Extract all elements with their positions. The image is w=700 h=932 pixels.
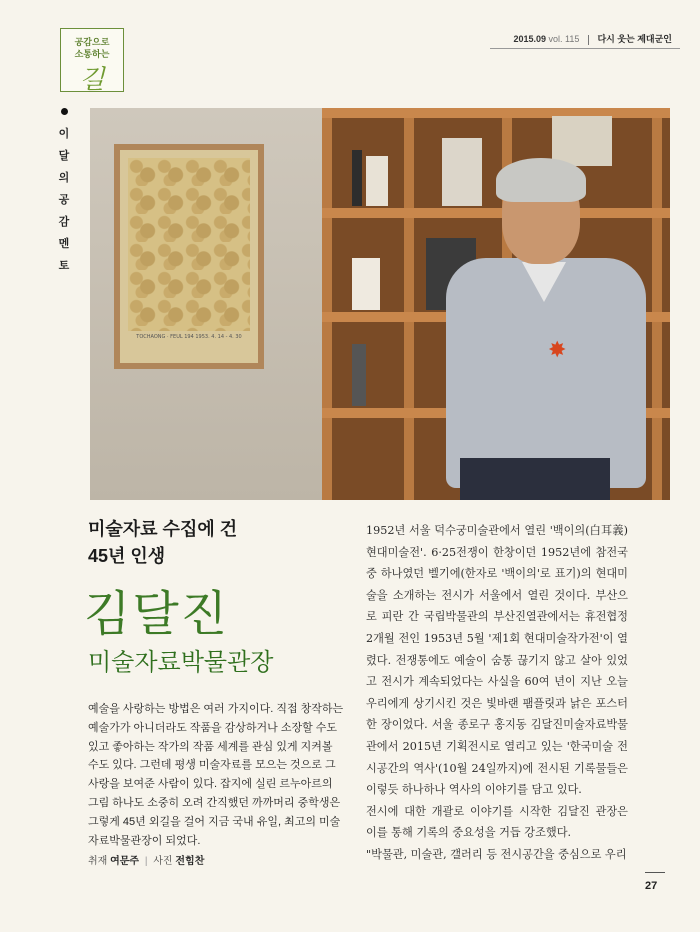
section-tag-char: 달 — [58, 149, 70, 162]
trousers — [460, 458, 610, 500]
star-badge-icon: ✸ — [548, 338, 567, 363]
logo-line-1: 공감으로 — [74, 38, 110, 48]
section-tag-char: 감 — [58, 215, 70, 228]
article-subtitle — [88, 516, 237, 570]
subtitle-line-2: 45년 인생 — [88, 546, 166, 566]
article-credit — [88, 852, 204, 867]
issue-date: 2015.09 — [513, 34, 547, 44]
issue-volume: vol. 115 — [548, 34, 580, 44]
section-tag-char: 의 — [58, 171, 70, 184]
feature-photo — [90, 108, 670, 500]
interviewee-role: 미술자료박물관장 — [88, 648, 274, 676]
section-tag-char: 토 — [58, 259, 70, 272]
credit-label-photo: 사진 — [153, 856, 173, 867]
hair — [496, 158, 586, 202]
section-tag — [58, 108, 70, 277]
magazine-series: 다시 웃는 제대군인 — [597, 34, 672, 44]
header-info — [513, 32, 672, 45]
body-paragraph: "박물관, 미술관, 갤러리 등 전시공간을 중심으로 우리 — [366, 847, 627, 861]
shelf-board — [322, 108, 670, 118]
page-number: 27 — [645, 880, 658, 892]
page-number-rule — [645, 872, 665, 873]
logo-big-char: 길 — [79, 65, 105, 95]
credit-divider: | — [144, 856, 148, 867]
section-tag-char: 공 — [58, 193, 70, 206]
poster-caption: TOCHAONG · FEUL 194 1953. 4. 14 - 4. 30 — [136, 334, 242, 341]
section-tag-char: 멘 — [58, 237, 70, 250]
logo-line-2: 소통하는 — [74, 50, 110, 60]
poster-artwork — [128, 158, 250, 331]
article-body — [366, 520, 628, 866]
gallery-wall — [90, 108, 325, 500]
credit-label-writer: 취재 — [88, 856, 108, 867]
book — [352, 150, 362, 206]
framed-poster — [114, 144, 264, 369]
section-tag-char: 이 — [58, 127, 70, 140]
section-logo — [60, 28, 124, 95]
credit-writer: 여문주 — [110, 856, 140, 867]
interviewee-name: 김달진 — [84, 586, 230, 642]
book — [352, 344, 366, 406]
body-paragraph: 전시에 대한 개괄로 이야기를 시작한 김달진 관장은 이를 통해 기록의 중요성을 거듭 강조했다. — [366, 804, 628, 840]
body-paragraph: 1952년 서울 덕수궁미술관에서 열린 '백이의(白耳義) 현대미술전'. 6·25전쟁이 한창이던 1952년에 참전국 중 하나였던 벨기에(한자로 '백이의'로 표기)의 현대미술을 소개하는 전시가 서울에서 열린 것이다. 부산으로 피란 간 국립박물관의 부산진열관에서는 휴전협정 2개월 전인 1953년 5월 '제1회 현대미술작가전'이 열렸다. 전쟁통에도 예술이 숨통 끊기지 않고 살아 있었고 전시가 계속되었다는 사실을 60여 년이 지난 오늘 우리에게 상기시킨 것은 빛바랜 팸플릿과 낡은 포스터 한 장이었다. 서울 종로구 홍지동 김달진미술자료박물관에서 2015년 기획전시로 열리고 있는 '한국미술 전시공간의 역사'(10월 24일까지)에 전시된 기록물들은 이렇듯 하나하나 역사의 이야기를 담고 있다. — [366, 524, 628, 797]
article-intro — [88, 700, 346, 850]
shelf-post — [404, 108, 414, 500]
intro-paragraph: 예술을 사랑하는 방법은 여러 가지이다. 직접 창작하는 예술가가 아니더라도 작품을 감상하거나 소장할 수도 있고 좋아하는 작가의 작품 세계를 관심 있게 지켜볼 수도 있다. 그런데 평생 미술자료를 모으는 것으로 그 사랑을 보여준 사람이 있다. 잡지에 실린 르누아르의 그림 하나도 소중히 오려 간직했던 까까머리 중학생은 그렇게 45년 외길을 걸어 지금 국내 유일, 최고의 미술자료박물관장이 되었다. — [88, 703, 344, 847]
book — [366, 156, 388, 206]
book — [352, 258, 380, 310]
portrait-subject — [430, 158, 660, 500]
shelf-post — [322, 108, 332, 500]
credit-photographer: 전힘찬 — [175, 856, 205, 867]
header-divider — [588, 35, 589, 45]
subtitle-line-1: 미술자료 수집에 건 — [88, 519, 238, 539]
section-bullet — [61, 108, 68, 115]
header-rule — [490, 48, 680, 49]
